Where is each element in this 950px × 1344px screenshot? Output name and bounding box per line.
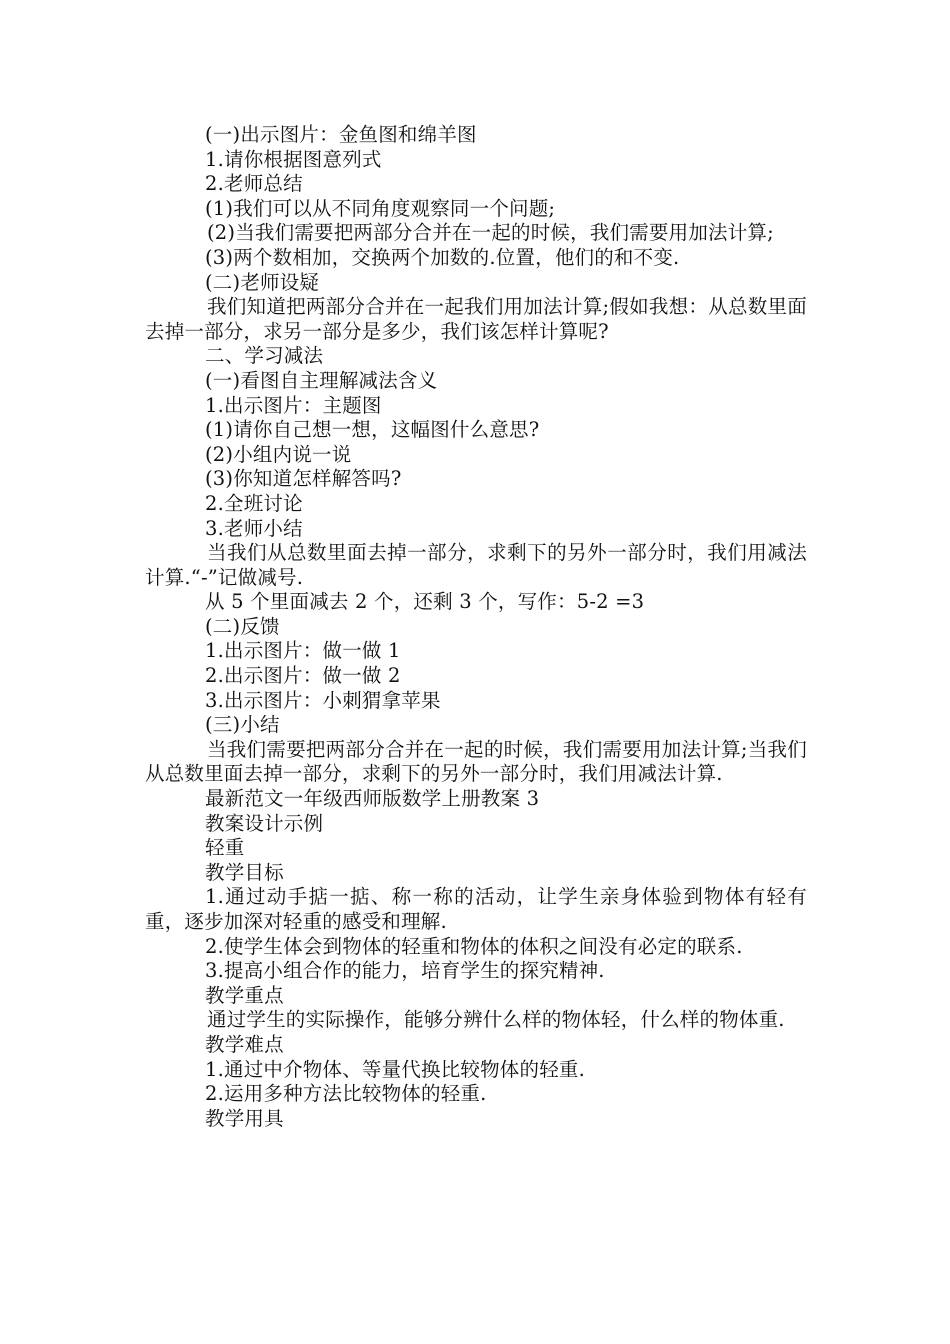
document-body bbox=[145, 123, 807, 1131]
paragraph: 3.提高小组合作的能力，培育学生的探究精神. bbox=[205, 959, 605, 983]
section-heading: 教学目标 bbox=[205, 860, 284, 884]
section-heading: 教学难点 bbox=[205, 1032, 284, 1056]
paragraph: (二)老师设疑 bbox=[205, 270, 320, 294]
paragraph: 1.请你根据图意列式 bbox=[205, 147, 382, 171]
paragraph: (2)小组内说一说 bbox=[205, 442, 352, 466]
paragraph: (3)两个数相加，交换两个加数的.位置，他们的和不变. bbox=[205, 245, 680, 269]
paragraph: 通过学生的实际操作，能够分辨什么样的物体轻，什么样的物体重. bbox=[207, 1008, 785, 1032]
paragraph: 3.老师小结 bbox=[205, 516, 303, 540]
paragraph: 1.出示图片：主题图 bbox=[205, 393, 382, 417]
paragraph: 2.全班讨论 bbox=[205, 491, 303, 515]
paragraph: (一)出示图片：金鱼图和绵羊图 bbox=[205, 123, 477, 146]
paragraph: 轻重 bbox=[205, 836, 245, 860]
paragraph: (三)小结 bbox=[205, 713, 280, 737]
paragraph: 3.出示图片：小刺猬拿苹果 bbox=[205, 688, 441, 712]
paragraph: 我们知道把两部分合并在一起我们用加法计算;假如我想：从总数里面去掉一部分，求另一部分是多少，我们该怎样计算呢? bbox=[145, 295, 807, 343]
paragraph: 从 5 个里面减去 2 个，还剩 3 个，写作：5-2 =3 bbox=[205, 590, 645, 614]
paragraph: (一)看图自主理解减法含义 bbox=[205, 368, 438, 392]
paragraph: 1.通过动手掂一掂、称一称的活动，让学生亲身体验到物体有轻有重，逐步加深对轻重的感受和理解. bbox=[145, 885, 807, 933]
paragraph: (1)请你自己想一想，这幅图什么意思? bbox=[205, 418, 540, 442]
paragraph: 2.老师总结 bbox=[205, 172, 303, 196]
paragraph: 教案设计示例 bbox=[205, 811, 324, 835]
paragraph: (二)反馈 bbox=[205, 614, 280, 638]
paragraph: 2.出示图片：做一做 2 bbox=[205, 664, 401, 688]
section-heading: 教学用具 bbox=[205, 1106, 284, 1130]
paragraph: (1)我们可以从不同角度观察同一个问题; bbox=[205, 196, 556, 220]
paragraph: 当我们从总数里面去掉一部分，求剩下的另外一部分时，我们用减法计算.“-”记做减号. bbox=[145, 541, 807, 589]
section-heading: 二、学习减法 bbox=[205, 344, 324, 368]
document-title: 最新范文一年级西师版数学上册教案 3 bbox=[205, 787, 540, 811]
section-heading: 教学重点 bbox=[205, 983, 284, 1007]
paragraph: (3)你知道怎样解答吗? bbox=[205, 467, 402, 491]
paragraph: 2.运用多种方法比较物体的轻重. bbox=[205, 1082, 487, 1106]
paragraph: 2.使学生体会到物体的轻重和物体的体积之间没有必定的联系. bbox=[205, 934, 743, 958]
paragraph: 当我们需要把两部分合并在一起的时候，我们需要用加法计算;当我们从总数里面去掉一部分，求剩下的另外一部分时，我们用减法计算. bbox=[145, 737, 807, 786]
paragraph: 1.通过中介物体、等量代换比较物体的轻重. bbox=[205, 1057, 586, 1081]
paragraph: (2)当我们需要把两部分合并在一起的时候，我们需要用加法计算; bbox=[207, 221, 774, 245]
paragraph: 1.出示图片：做一做 1 bbox=[205, 639, 401, 663]
